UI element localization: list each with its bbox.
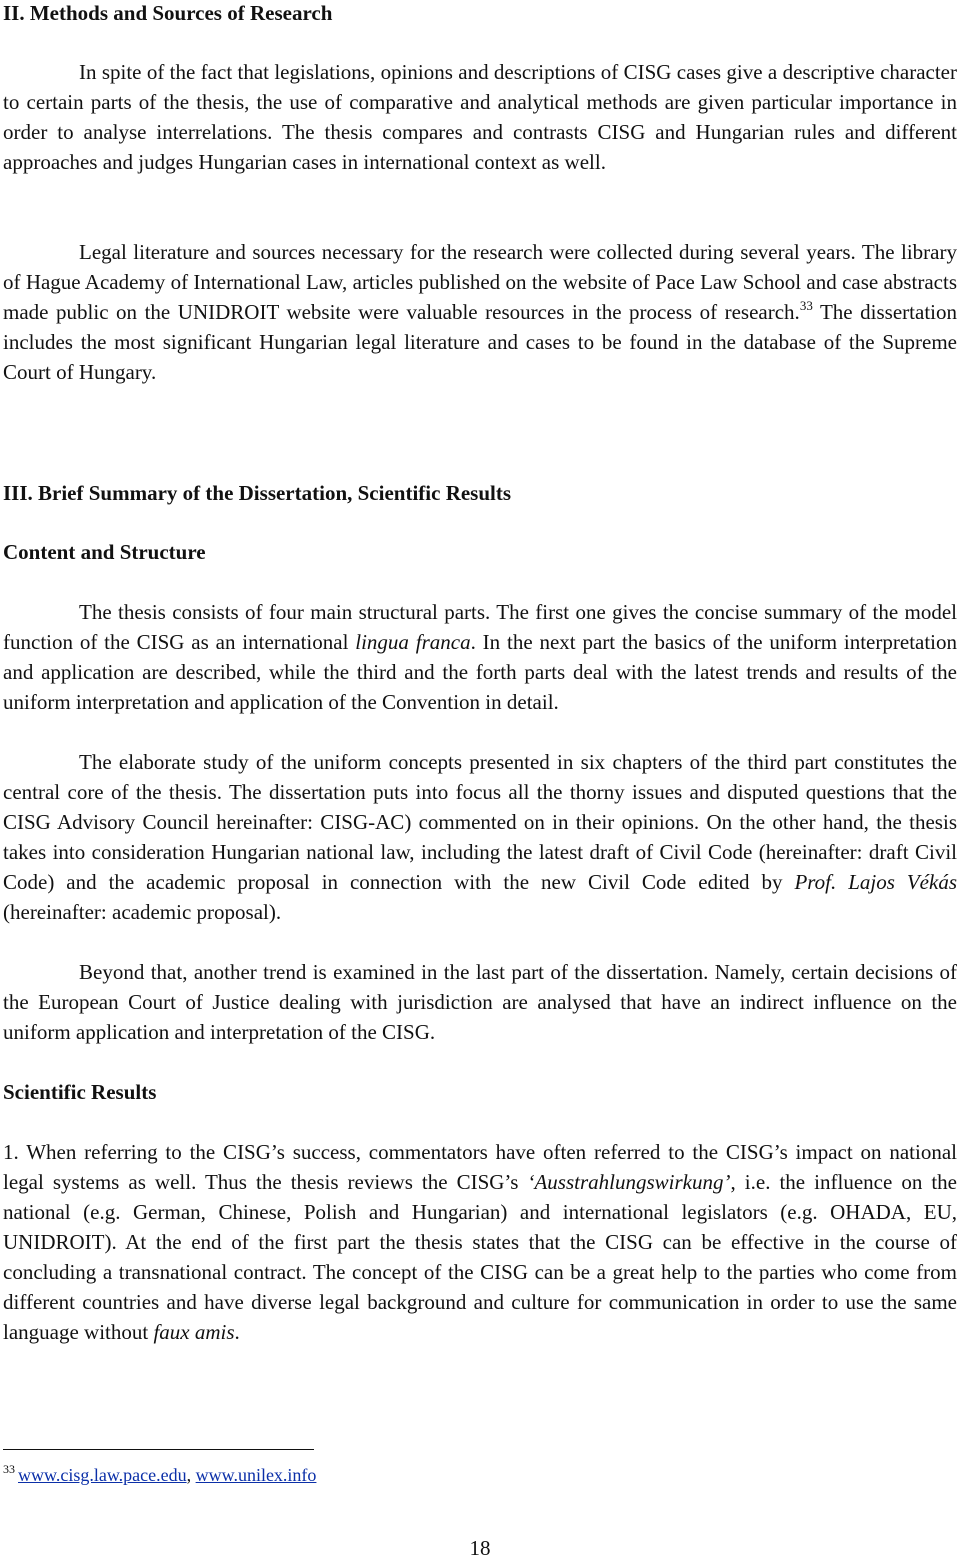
italic-term-ausstrahlungswirkung: ‘Ausstrahlungswirkung’ bbox=[527, 1170, 731, 1194]
footnote-divider bbox=[3, 1449, 314, 1450]
section-heading-summary: III. Brief Summary of the Dissertation, Scientific Results bbox=[3, 481, 512, 505]
footnote bbox=[3, 1462, 316, 1488]
paragraph-core bbox=[3, 747, 957, 927]
paragraph-structure-text: The thesis consists of four main structural parts. The first one gives the concise summary of the model function of the CISG as an international bbox=[3, 600, 957, 654]
paragraph-methods: In spite of the fact that legislations, opinions and descriptions of CISG cases give a descriptive character to certain parts of the thesis, the use of comparative and analytical methods are given particular importance in order to analyse interrelations. The thesis compares and contrasts CISG and Hungarian rules and different approaches and judges Hungarian cases in international context as well. bbox=[3, 60, 957, 174]
paragraph-structure bbox=[3, 597, 957, 717]
page-number: 18 bbox=[469, 1536, 491, 1560]
footnote-link-unilex[interactable]: www.unilex.info bbox=[195, 1465, 317, 1485]
paragraph-core-text: The elaborate study of the uniform concepts presented in six chapters of the third part constitutes the central core of the thesis. The dissertation puts into focus all the thorny issues and disputed questions that the CISG Advisory Council hereinafter: CISG-AC) commented on in their opinions. On the other hand, the thesis takes into consideration Hungarian national law, including the latest draft of Civil Code (hereinafter: draft Civil Code) and the academic proposal in connection with the new Civil Code edited by bbox=[3, 750, 957, 894]
paragraph-result-1-text-continued: , i.e. the influence on the national (e.g. German, Chinese, Polish and Hungarian) and international legislators (e.g. OHADA, EU, UNIDROIT). At the end of the first part the thesis states that the CISG can be effective in the course of concluding a transnational contract. The concept of the CISG can be a great help to the parties who come from different countries and have diverse legal background and culture for communication in order to use the same language without bbox=[3, 1170, 958, 1344]
subheading-scientific-results: Scientific Results bbox=[3, 1080, 157, 1104]
paragraph-sources bbox=[3, 237, 957, 387]
italic-term: lingua franca bbox=[355, 630, 471, 654]
paragraph-result-1-text: 1. When referring to the CISG’s success, commentators have often referred to the CISG’s impact on national legal systems as well. Thus the thesis reviews the CISG’s bbox=[3, 1140, 957, 1194]
italic-term-faux-amis: faux amis bbox=[153, 1320, 235, 1344]
paragraph-structure-text-continued: . In the next part the basics of the uniform interpretation and application are described, while the third and the forth parts deal with the latest trends and results of the uniform interpretation and application of the Convention in detail. bbox=[3, 630, 958, 714]
paragraph-sources-text-continued: The dissertation includes the most significant Hungarian legal literature and cases to be found in the database of the Supreme Court of Hungary. bbox=[3, 300, 957, 384]
section-heading-methods: II. Methods and Sources of Research bbox=[3, 1, 333, 25]
paragraph-result-1 bbox=[3, 1137, 957, 1347]
footnote-number: 33 bbox=[3, 1462, 15, 1476]
footnote-link-cisg[interactable]: www.cisg.law.pace.edu bbox=[18, 1465, 187, 1485]
subheading-content-structure: Content and Structure bbox=[3, 540, 206, 564]
paragraph-ecj: Beyond that, another trend is examined in the last part of the dissertation. Namely, certain decisions of the European Court of Justice dealing with jurisdiction are analysed that have an indirect influence on the uniform application and interpretation of the CISG. bbox=[3, 960, 957, 1044]
paragraph-core-text-continued: (hereinafter: academic proposal). bbox=[3, 900, 282, 924]
paragraph-sources-text: Legal literature and sources necessary for the research were collected during several years. The library of Hague Academy of International Law, articles published on the website of Pace Law School and case abstracts made public on the UNIDROIT website were valuable resources in the process of research. bbox=[3, 240, 957, 324]
footnote-reference[interactable]: 33 bbox=[799, 298, 813, 313]
paragraph-result-1-end: . bbox=[234, 1320, 240, 1344]
italic-name: Prof. Lajos Vékás bbox=[794, 870, 957, 894]
footnote-separator: , bbox=[186, 1465, 196, 1485]
